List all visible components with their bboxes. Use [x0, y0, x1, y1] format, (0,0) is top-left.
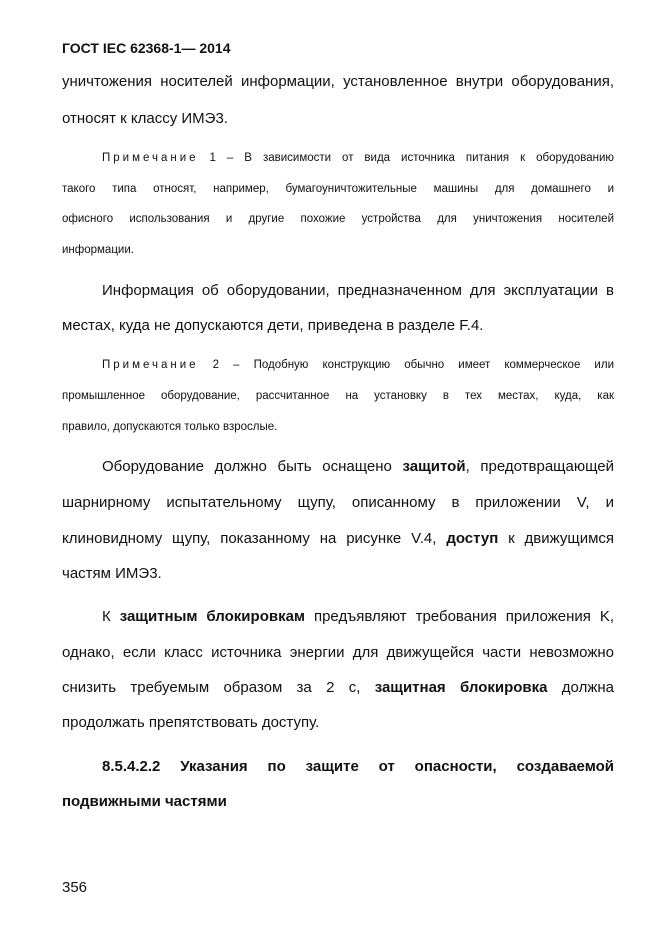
note1-line4: информации. [62, 244, 134, 256]
para3-text-3c: к движущимся [498, 530, 615, 547]
note2-line2: промышленное оборудование, рассчитанное на установку в тех местах, куда, как [62, 390, 614, 402]
para4-line4: продолжать препятствовать доступу. [62, 714, 320, 731]
para3-text-a: Оборудование должно быть оснащено [102, 458, 403, 475]
para3-term-zashchita: защитой [402, 458, 466, 475]
para2-line1: Информация об оборудовании, предназначенном для эксплуатации в [102, 282, 614, 299]
note1-label: Примечание [102, 152, 199, 164]
note2-text: 2 – Подобную конструкцию обычно имеет коммерческое или [198, 359, 614, 371]
note2-label: Примечание [102, 359, 199, 371]
para3-text-3a: клиновидному щупу, показанному на рисунке V.4, [62, 530, 447, 547]
section-heading-line1: 8.5.4.2.2 Указания по защите от опасности, создаваемой [102, 758, 614, 775]
note1-line1 [102, 152, 614, 164]
para3-term-dostup: доступ [446, 530, 499, 547]
para1-line2: относят к классу ИМЭ3. [62, 110, 228, 127]
document-header: ГОСТ IEC 62368-1— 2014 [62, 40, 231, 56]
section-heading-line2: подвижными частями [62, 793, 227, 810]
para1-line1: уничтожения носителей информации, установленное внутри оборудования, [62, 73, 614, 90]
para2-line2: местах, куда не допускаются дети, приведена в разделе F.4. [62, 317, 484, 334]
para4-term-blokirovki: защитным блокировкам [119, 608, 306, 625]
page-number: 356 [62, 879, 88, 896]
note1-text: 1 – В зависимости от вида источника питания к оборудованию [198, 152, 614, 164]
para4-line2: однако, если класс источника энергии для движущейся части невозможно [62, 644, 614, 661]
para4-text-3c: должна [547, 679, 614, 696]
para3-line3 [62, 530, 614, 547]
para4-text-3a: снизить требуемым образом за 2 с, [62, 679, 375, 696]
para4-text-a: К [102, 608, 120, 625]
para3-text-c: , предотвращающей [465, 458, 614, 475]
note2-line3: правило, допускаются только взрослые. [62, 421, 278, 433]
para3-line4: частям ИМЭ3. [62, 565, 162, 582]
para4-line1 [102, 608, 614, 625]
note2-line1 [102, 359, 614, 371]
para4-line3 [62, 679, 614, 696]
note1-line3: офисного использования и другие похожие устройства для уничтожения носителей [62, 213, 614, 225]
para4-text-c: предъявляют требования приложения K, [305, 608, 614, 625]
note1-line2: такого типа относят, например, бумагоуничтожительные машины для домашнего и [62, 183, 614, 195]
para4-term-zashchitnaya-blokirovka: защитная блокировка [374, 679, 548, 696]
para3-line1 [102, 458, 614, 475]
para3-line2: шарнирному испытательному щупу, описанному в приложении V, и [62, 494, 614, 511]
